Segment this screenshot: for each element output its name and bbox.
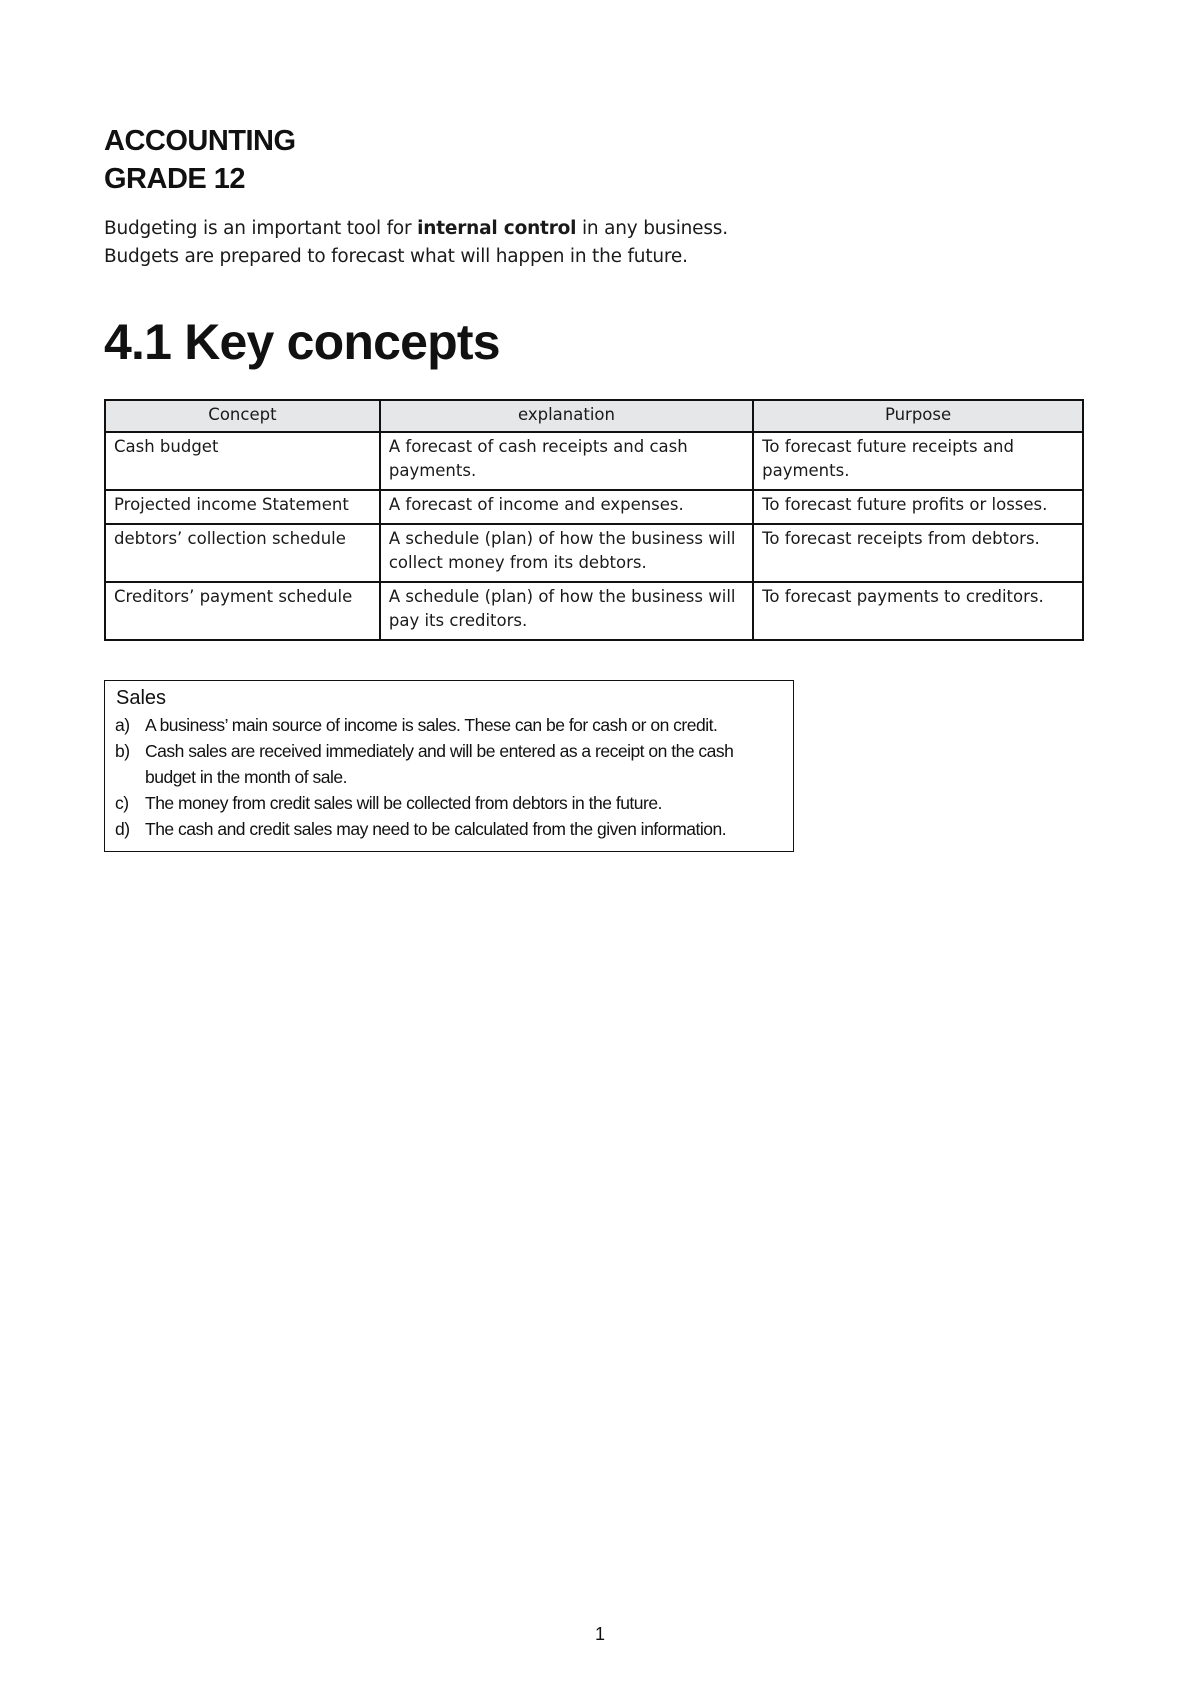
table-row xyxy=(105,432,1083,490)
list-item xyxy=(115,816,783,842)
list-item-text: The cash and credit sales may need to be calculated from the given information. xyxy=(145,819,727,839)
table-row xyxy=(105,582,1083,640)
sales-info-box xyxy=(104,680,794,852)
subject-title: ACCOUNTING xyxy=(104,125,296,157)
page-number: 1 xyxy=(594,1624,605,1644)
table-row xyxy=(105,490,1083,524)
sales-box-title: Sales xyxy=(116,687,167,709)
list-item xyxy=(115,712,783,738)
table-cell-concept: Cash budget xyxy=(105,432,380,490)
table-cell-purpose: To forecast payments to creditors. xyxy=(753,582,1083,640)
list-item-text: Cash sales are received immediately and will be entered as a receipt on the cash budget in the month of sale. xyxy=(145,741,734,787)
list-item-marker: b) xyxy=(115,741,130,761)
table-cell-explanation: A forecast of cash receipts and cash payments. xyxy=(380,432,753,490)
grade-title: GRADE 12 xyxy=(104,163,246,195)
list-item-text: A business’ main source of income is sales. These can be for cash or on credit. xyxy=(145,715,718,735)
table-header-row xyxy=(105,400,1083,432)
list-item-marker: a) xyxy=(115,715,130,735)
intro-paragraph xyxy=(104,215,728,271)
section-heading: 4.1 Key concepts xyxy=(104,314,500,370)
list-item-marker: c) xyxy=(115,793,129,813)
key-concepts-table xyxy=(104,399,1084,641)
table-cell-explanation: A forecast of income and expenses. xyxy=(380,490,753,524)
list-item-marker: d) xyxy=(115,819,130,839)
list-item xyxy=(115,738,783,790)
intro-line-1 xyxy=(104,215,728,243)
sales-points-list xyxy=(115,712,783,842)
list-item xyxy=(115,790,783,816)
table-cell-purpose: To forecast future profits or losses. xyxy=(753,490,1083,524)
intro-line-2: Budgets are prepared to forecast what will happen in the future. xyxy=(104,246,688,267)
column-header-explanation: explanation xyxy=(380,400,753,432)
table-cell-concept: Projected income Statement xyxy=(105,490,380,524)
table-row xyxy=(105,524,1083,582)
table-cell-explanation: A schedule (plan) of how the business will pay its creditors. xyxy=(380,582,753,640)
intro-line-1-start: Budgeting is an important tool for xyxy=(104,218,418,239)
intro-line-1-end: in any business. xyxy=(576,218,728,239)
table-cell-purpose: To forecast receipts from debtors. xyxy=(753,524,1083,582)
table-cell-purpose: To forecast future receipts and payments. xyxy=(753,432,1083,490)
document-header xyxy=(104,122,296,198)
table-cell-explanation: A schedule (plan) of how the business will collect money from its debtors. xyxy=(380,524,753,582)
table-cell-concept: Creditors’ payment schedule xyxy=(105,582,380,640)
table-cell-concept: debtors’ collection schedule xyxy=(105,524,380,582)
column-header-purpose: Purpose xyxy=(753,400,1083,432)
intro-emphasis: internal control xyxy=(417,218,577,239)
list-item-text: The money from credit sales will be collected from debtors in the future. xyxy=(145,793,662,813)
column-header-concept: Concept xyxy=(105,400,380,432)
